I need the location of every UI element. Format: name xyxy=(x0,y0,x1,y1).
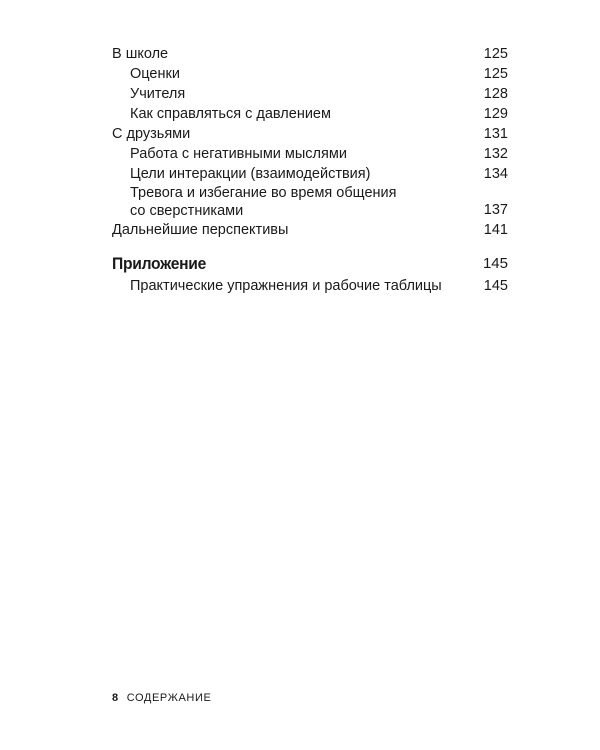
toc-entry-page: 125 xyxy=(483,66,508,82)
toc-entry-title-line2: со сверстниками xyxy=(130,203,244,219)
toc-entry-title: Как справляться с давлением xyxy=(130,106,331,122)
toc-entry-page: 131 xyxy=(483,126,508,142)
toc-entry-page: 141 xyxy=(483,222,508,238)
toc-entry-davlenie xyxy=(112,104,508,124)
toc-entry-page: 134 xyxy=(483,166,508,182)
page-number: 8 xyxy=(112,692,119,704)
toc-entry-page: 145 xyxy=(483,278,508,294)
toc-entry-v-shkole xyxy=(112,44,508,64)
toc-entry-ocenki xyxy=(112,64,508,84)
toc-entry-title: С друзьями xyxy=(112,126,191,142)
toc-entry-title: В школе xyxy=(112,46,169,62)
toc-entry-title: Оценки xyxy=(130,66,180,82)
toc-entry-negativnye-mysli xyxy=(112,144,508,164)
toc-entry-s-druzyami xyxy=(112,124,508,144)
toc-entry-perspektivy xyxy=(112,220,508,240)
toc-entry-uchitelya xyxy=(112,84,508,104)
table-of-contents xyxy=(112,44,508,296)
toc-entry-title xyxy=(130,184,478,220)
toc-entry-page: 129 xyxy=(483,106,508,122)
toc-entry-page: 128 xyxy=(483,86,508,102)
toc-entry-title: Дальнейшие перспективы xyxy=(112,222,289,238)
toc-entry-title: Работа с негативными мыслями xyxy=(130,146,347,162)
toc-entry-celi-interakcii xyxy=(112,164,508,184)
toc-entry-title: Цели интеракции (взаимодействия) xyxy=(130,166,371,182)
running-header-label: СОДЕРЖАНИЕ xyxy=(126,692,212,704)
toc-entry-page: 132 xyxy=(483,146,508,162)
toc-entry-page: 125 xyxy=(483,46,508,62)
toc-entry-page: 137 xyxy=(483,202,508,218)
toc-entry-prakticheskie xyxy=(112,276,508,296)
toc-entry-title: Учителя xyxy=(130,86,186,102)
toc-entry-page: 145 xyxy=(482,255,508,272)
toc-entry-title: Практические упражнения и рабочие таблицы xyxy=(130,278,442,294)
page-footer xyxy=(112,692,211,704)
toc-section-prilozhenie xyxy=(112,254,508,274)
toc-entry-trevoga xyxy=(112,184,508,220)
toc-section-title: Приложение xyxy=(112,254,207,273)
toc-entry-title-line1: Тревога и избегание во время общения xyxy=(130,185,397,201)
